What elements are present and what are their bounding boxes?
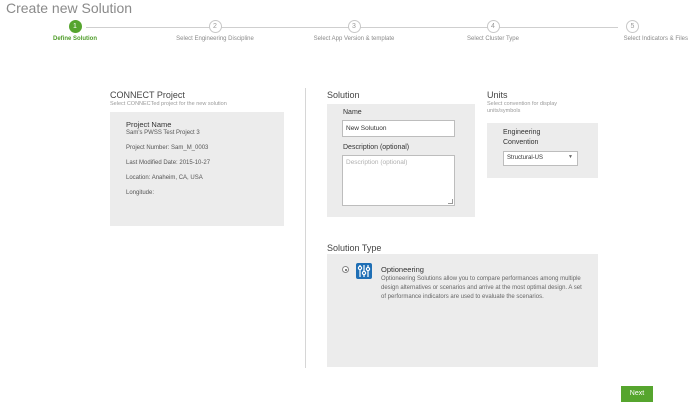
description-label: Description (optional) xyxy=(343,144,410,151)
project-name-label: Project Name xyxy=(126,120,172,129)
optioneering-description: Optioneering Solutions allow you to compare performances among multiple design alternatives or scenarios and arrive at the most optimal design. A set of performance indicators are used to evaluate the scenarios. xyxy=(381,276,582,300)
optioneering-title: Optioneering xyxy=(381,265,424,274)
step-number: 5 xyxy=(626,20,639,33)
step-app-version[interactable] xyxy=(284,20,424,42)
page-title: Create new Solution xyxy=(6,0,133,16)
wizard-stepper xyxy=(0,20,695,50)
step-label: Select Indicators & Files xyxy=(623,36,688,42)
solution-type-heading: Solution Type xyxy=(327,243,382,253)
project-info-panel[interactable] xyxy=(110,112,284,226)
solution-heading: Solution xyxy=(327,90,360,100)
last-modified-date: Last Modified Date: 2015-10-27 xyxy=(126,160,211,166)
project-longitude: Longitude: xyxy=(126,190,155,196)
column-divider xyxy=(305,88,306,368)
next-button[interactable]: Next xyxy=(621,386,653,402)
step-define-solution[interactable] xyxy=(5,20,145,42)
units-panel xyxy=(487,123,598,178)
step-indicators-files[interactable] xyxy=(550,20,690,42)
engineering-convention-label: Engineering Convention xyxy=(503,129,541,146)
project-location: Location: Anaheim, CA, USA xyxy=(126,175,203,181)
solution-name-input[interactable] xyxy=(342,120,455,137)
step-label: Select Engineering Discipline xyxy=(176,36,254,42)
step-number: 4 xyxy=(487,20,500,33)
step-number: 1 xyxy=(69,20,82,33)
project-number: Project Number: Sam_M_0003 xyxy=(126,145,209,151)
step-engineering-discipline[interactable] xyxy=(145,20,285,42)
project-name-value: Sam's PWSS Test Project 3 xyxy=(126,130,200,136)
optioneering-icon xyxy=(356,263,372,279)
resize-handle[interactable] xyxy=(448,199,453,204)
step-number: 2 xyxy=(209,20,222,33)
engineering-convention-select[interactable] xyxy=(503,151,578,166)
connect-project-heading: CONNECT Project xyxy=(110,90,185,100)
step-label: Select App Version & template xyxy=(313,36,395,42)
connect-project-subheading: Select CONNECTed project for the new solution xyxy=(110,101,227,107)
units-heading: Units xyxy=(487,90,508,100)
step-label: Select Cluster Type xyxy=(467,36,519,42)
description-placeholder: Description (optional) xyxy=(346,159,408,166)
solution-panel xyxy=(327,104,475,217)
selected-convention: Structural-US xyxy=(507,155,544,161)
optioneering-radio[interactable] xyxy=(342,266,349,273)
step-label: Define Solution xyxy=(53,36,97,42)
chevron-down-icon: ▼ xyxy=(568,154,573,160)
units-subheading: Select convention for display units/symbols xyxy=(487,101,558,114)
solution-type-panel xyxy=(327,254,598,367)
step-number: 3 xyxy=(348,20,361,33)
description-textarea[interactable] xyxy=(342,155,455,206)
step-cluster-type[interactable] xyxy=(423,20,563,42)
name-label: Name xyxy=(343,109,362,116)
